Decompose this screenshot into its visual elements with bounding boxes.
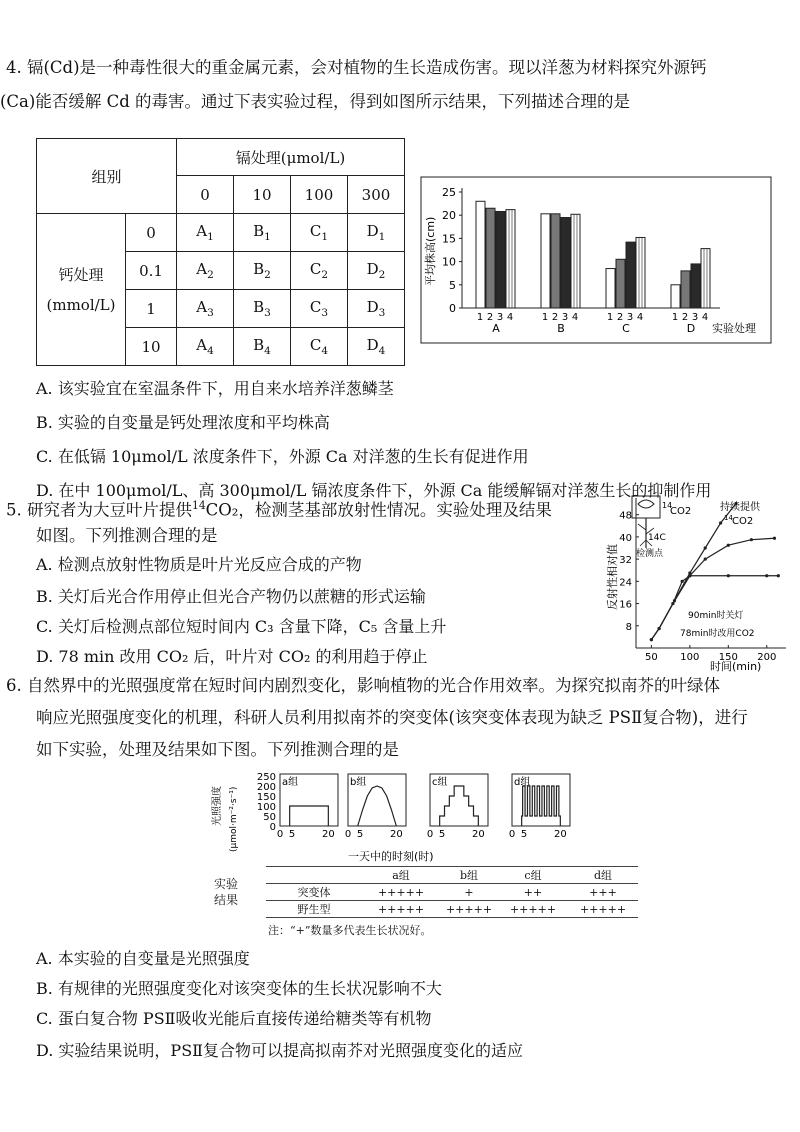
- table-cell: $B_4$: [234, 328, 291, 366]
- table-cell: $C_1$: [291, 214, 348, 252]
- table-header-cd: 镉处理(μmol/L): [177, 139, 405, 176]
- light-intensity-charts: [196, 766, 616, 862]
- result-cell: +++++: [362, 901, 440, 918]
- x-tick-label: 20: [389, 829, 403, 840]
- x-tick-label: 5: [438, 829, 446, 840]
- q5-option-a[interactable]: A. 检测点放射性物质是叶片光反应合成的产物: [36, 555, 362, 574]
- data-point: [773, 537, 776, 540]
- bar: [506, 210, 515, 308]
- bar-index-label: 2: [551, 312, 559, 323]
- q4-option-c[interactable]: C. 在低镉 10μmol/L 浓度条件下，外源 Ca 对洋葱的生长有促进作用: [36, 447, 529, 466]
- label-continuous-sup: 14: [724, 514, 733, 522]
- y-tick-label: 5: [449, 278, 456, 292]
- y-tick-label: 25: [442, 186, 456, 199]
- table-cell: $D_2$: [348, 252, 405, 290]
- q4-option-b[interactable]: B. 实验的自变量是钙处理浓度和平均株高: [36, 413, 330, 432]
- q4-stem-line1: 4. 镉(Cd)是一种毒性很大的重金属元素，会对植物的生长造成伤害。现以洋葱为材料探究外源钙: [6, 58, 707, 77]
- result-header: d组: [568, 867, 638, 884]
- table-cell: $D_3$: [348, 290, 405, 328]
- panel-label: c组: [432, 777, 448, 788]
- series-line: [651, 538, 774, 639]
- x-tick-label: 20: [321, 829, 335, 840]
- y-axis-unit: (μmol·m⁻²·s⁻¹): [229, 786, 239, 852]
- label-lights-off: 90min时关灯: [688, 611, 744, 621]
- y-tick-label: 0: [269, 822, 276, 833]
- table-cell: $A_2$: [177, 252, 234, 290]
- y-tick-label: 200: [256, 782, 276, 793]
- bar: [541, 214, 550, 308]
- light-curve: [440, 786, 479, 826]
- bar-index-label: 3: [626, 312, 634, 323]
- x-tick-label: 5: [520, 829, 528, 840]
- table-cell: $B_1$: [234, 214, 291, 252]
- bar: [571, 214, 580, 308]
- result-cell: ++: [498, 884, 568, 901]
- y-tick-label: 24: [619, 577, 632, 589]
- x-axis-label: 实验处理: [712, 322, 756, 335]
- result-row-name: 突变体: [266, 884, 362, 901]
- q6-result-table: [266, 866, 638, 918]
- x-tick-label: 0: [344, 829, 352, 840]
- data-point: [671, 602, 674, 605]
- q6-stem-line2: 响应光照强度变化的机理，科研人员利用拟南芥的突变体(该突变体表现为缺乏 PSⅡ复合物)，进行: [36, 708, 748, 727]
- x-tick-label: 20: [553, 829, 567, 840]
- q5-option-b[interactable]: B. 关灯后光合作用停止但光合产物仍以蔗糖的形式运输: [36, 587, 426, 606]
- result-header: c组: [498, 867, 568, 884]
- bar-chart: [420, 176, 772, 346]
- q6-option-c[interactable]: C. 蛋白复合物 PSⅡ吸收光能后直接传递给糖类等有机物: [36, 1009, 432, 1028]
- y-tick-label: 150: [256, 792, 276, 803]
- x-tick-label: 5: [288, 829, 296, 840]
- bar: [486, 208, 495, 308]
- bar-index-label: 4: [506, 312, 514, 323]
- bar-index-label: 3: [496, 312, 504, 323]
- ca-level: 0: [126, 214, 177, 252]
- result-label: [214, 876, 238, 908]
- x-axis-label: 一天中的时刻(时): [348, 850, 434, 862]
- ca-level: 1: [126, 290, 177, 328]
- ca-unit: (mmol/L): [46, 295, 116, 314]
- bar-index-label: 1: [541, 312, 549, 323]
- x-tick-label: 0: [276, 829, 284, 840]
- group-label: A: [492, 322, 500, 335]
- q5-option-d[interactable]: D. 78 min 改用 CO₂ 后，叶片对 CO₂ 的利用趋于停止: [36, 647, 428, 666]
- ca-level: 0.1: [126, 252, 177, 290]
- bar: [561, 218, 570, 308]
- q6-option-a[interactable]: A. 本实验的自变量是光照强度: [36, 949, 250, 968]
- bar: [691, 264, 700, 308]
- bar: [681, 271, 690, 308]
- bar-index-label: 4: [571, 312, 579, 323]
- cd-level: 10: [234, 176, 291, 214]
- light-curve: [290, 806, 329, 826]
- ca-level: 10: [126, 328, 177, 366]
- ca-label: 钙处理: [58, 265, 104, 284]
- q6-stem-line3: 如下实验，处理及结果如下图。下列推测合理的是: [36, 740, 399, 759]
- y-tick-label: 32: [619, 555, 632, 567]
- q5-stem-c: CO₂，检测茎基部放射性情况。实验处理及结果: [205, 500, 552, 520]
- result-cell: +++++: [568, 901, 638, 918]
- x-tick-label: 200: [757, 652, 777, 663]
- q5-stem-line1: [6, 494, 552, 523]
- x-tick-label: 0: [508, 829, 516, 840]
- q5-stem-a: 5. 研究者为大豆叶片提供: [6, 500, 192, 520]
- q6-option-d[interactable]: D. 实验结果说明，PSⅡ复合物可以提高拟南芥对光照强度变化的适应: [36, 1041, 524, 1060]
- result-corner: [266, 867, 362, 884]
- x-tick-label: 100: [680, 652, 700, 663]
- y-tick-label: 100: [256, 802, 276, 813]
- result-cell: +++++: [362, 884, 440, 901]
- panel-label: a组: [282, 777, 299, 788]
- panel-label: d组: [514, 777, 531, 788]
- result-label-1: 实验: [214, 877, 239, 891]
- bar: [626, 242, 635, 308]
- label-14co2-sup: 14: [662, 501, 673, 510]
- x-tick-label: 5: [356, 829, 364, 840]
- y-tick-label: 8: [625, 621, 632, 633]
- cd-level: 100: [291, 176, 348, 214]
- data-point: [727, 574, 730, 577]
- bar: [476, 201, 485, 308]
- cd-level: 0: [177, 176, 234, 214]
- group-label: C: [622, 322, 630, 335]
- table-header-ca: [37, 214, 126, 366]
- table-header-group: 组别: [37, 139, 177, 214]
- bar-index-label: 4: [636, 312, 644, 323]
- y-tick-label: 40: [619, 532, 632, 544]
- bar-index-label: 4: [701, 312, 709, 323]
- label-detect-point: 检测点: [636, 549, 664, 559]
- y-tick-label: 0: [449, 302, 456, 315]
- result-row-name: 野生型: [266, 901, 362, 918]
- result-header: b组: [440, 867, 498, 884]
- data-point: [777, 574, 780, 577]
- label-co2: CO2: [670, 506, 692, 517]
- y-axis-label: 平均株高(cm): [424, 216, 437, 286]
- bar-index-label: 3: [561, 312, 569, 323]
- x-tick-label: 50: [645, 652, 658, 663]
- data-point: [750, 538, 753, 541]
- bar-index-label: 2: [681, 312, 689, 323]
- table-cell: $C_4$: [291, 328, 348, 366]
- q6-stem-line1: 6. 自然界中的光照强度常在短时间内剧烈变化，影响植物的光合作用效率。为探究拟南芥的叶绿体: [6, 676, 720, 695]
- bar: [551, 214, 560, 308]
- data-point: [681, 580, 684, 583]
- y-tick-label: 16: [619, 599, 632, 611]
- data-point: [657, 627, 660, 630]
- x-tick-label: 20: [471, 829, 485, 840]
- group-label: D: [686, 322, 696, 335]
- data-point: [688, 574, 691, 577]
- data-point: [650, 638, 653, 641]
- q5-stem-line2: 如图。下列推测合理的是: [36, 526, 218, 545]
- result-note: 注：“+”数量多代表生长状况好。: [268, 924, 432, 937]
- result-label-2: 结果: [214, 893, 239, 907]
- bar: [636, 237, 645, 308]
- table-cell: $B_3$: [234, 290, 291, 328]
- radioactivity-chart: [590, 490, 795, 675]
- q4-option-d[interactable]: D. 在中 100μmol/L、高 300μmol/L 镉浓度条件下，外源 Ca 能缓解镉对洋葱生长的抑制作用: [36, 481, 712, 500]
- group-label: B: [557, 322, 565, 335]
- q4-option-a[interactable]: A. 该实验宜在室温条件下，用自来水培养洋葱鳞茎: [36, 379, 394, 398]
- chart-frame: [421, 177, 771, 343]
- bar: [616, 259, 625, 308]
- bar-index-label: 1: [671, 312, 679, 323]
- panel-label: b组: [350, 777, 367, 788]
- bar-index-label: 3: [691, 312, 699, 323]
- bar: [671, 285, 680, 308]
- data-point: [704, 546, 707, 549]
- data-point: [704, 558, 707, 561]
- label-continuous-co2: CO2: [732, 516, 754, 527]
- label-14c: 14C: [648, 533, 666, 543]
- light-curve: [522, 786, 561, 826]
- x-tick-label: 150: [718, 652, 738, 663]
- table-cell: $B_2$: [234, 252, 291, 290]
- bar-index-label: 1: [606, 312, 614, 323]
- bar-index-label: 2: [616, 312, 624, 323]
- q5-option-c[interactable]: C. 关灯后检测点部位短时间内 C₃ 含量下降，C₅ 含量上升: [36, 617, 447, 636]
- y-tick-label: 48: [619, 510, 632, 522]
- y-tick-label: 50: [263, 812, 276, 823]
- result-cell: +++++: [498, 901, 568, 918]
- table-cell: $C_2$: [291, 252, 348, 290]
- result-cell: +++: [568, 884, 638, 901]
- table-cell: $D_4$: [348, 328, 405, 366]
- table-cell: $A_3$: [177, 290, 234, 328]
- x-tick-label: 0: [426, 829, 434, 840]
- result-header: a组: [362, 867, 440, 884]
- y-tick-label: 250: [256, 772, 276, 783]
- y-axis-label: 反射性相对值: [606, 544, 619, 610]
- result-cell: +++++: [440, 901, 498, 918]
- label-continuous: 持续提供: [720, 502, 760, 513]
- cd-level: 300: [348, 176, 405, 214]
- y-tick-label: 10: [442, 255, 456, 269]
- q4-experiment-table: [36, 138, 405, 366]
- table-cell: $A_4$: [177, 328, 234, 366]
- q5-stem-isotope: 14: [192, 499, 206, 512]
- label-switch-co2: 78min时改用CO2: [680, 629, 755, 639]
- y-tick-label: 15: [442, 232, 456, 246]
- data-point: [727, 544, 730, 547]
- table-cell: $A_1$: [177, 214, 234, 252]
- bar: [606, 269, 615, 308]
- q4-stem-line2: (Ca)能否缓解 Cd 的毒害。通过下表实验过程，得到如图所示结果，下列描述合理的是: [0, 92, 631, 111]
- data-point: [765, 574, 768, 577]
- bar-index-label: 2: [486, 312, 494, 323]
- y-tick-label: 20: [442, 209, 456, 223]
- light-curve: [358, 786, 397, 826]
- data-point: [719, 521, 722, 524]
- bar: [496, 211, 505, 308]
- bar: [701, 249, 710, 308]
- y-axis-label: 光照强度: [212, 786, 223, 826]
- q6-option-b[interactable]: B. 有规律的光照强度变化对该突变体的生长状况影响不大: [36, 979, 442, 998]
- bar-index-label: 1: [476, 312, 484, 323]
- result-cell: +: [440, 884, 498, 901]
- table-cell: $C_3$: [291, 290, 348, 328]
- table-cell: $D_1$: [348, 214, 405, 252]
- x-axis-label: 时间(min): [710, 660, 762, 673]
